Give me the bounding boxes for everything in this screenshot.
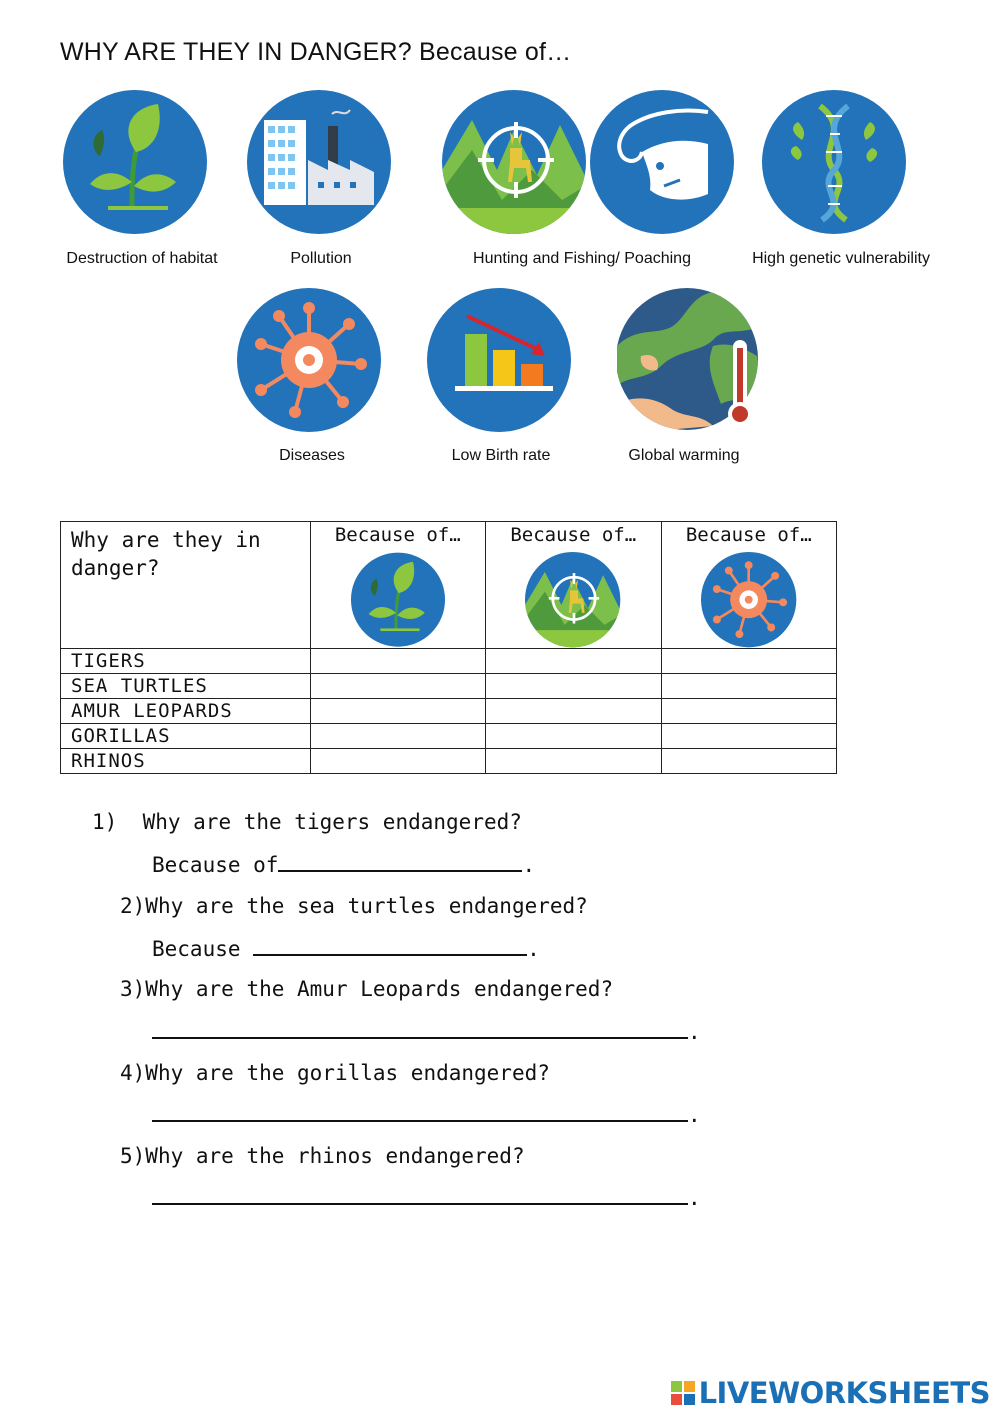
caption-destruction-of-habitat: Destruction of habitat [66, 250, 218, 267]
factory-icon [246, 90, 392, 235]
question-text: Why are the Amur Leopards endangered? [145, 977, 614, 1001]
table-row [61, 674, 837, 699]
table-row [61, 699, 837, 724]
answer-blank[interactable] [152, 1019, 688, 1039]
page-title: WHY ARE THEY IN DANGER? Because of… [60, 38, 572, 66]
question-text: Why are the tigers endangered? [142, 810, 522, 834]
answer-prefix: Because [152, 937, 241, 961]
caption-high-genetic-vulnerability: High genetic vulnerability [752, 250, 930, 267]
table-column-header [661, 522, 837, 649]
answer-cell[interactable] [486, 749, 661, 774]
column-header-label: Because of… [510, 524, 637, 546]
answer-cell[interactable] [486, 649, 661, 674]
column-header-label: Because of… [685, 524, 812, 546]
question-5 [120, 1144, 525, 1168]
caption-diseases: Diseases [279, 447, 345, 464]
table-column-header [310, 522, 485, 649]
answer-suffix: . [688, 1103, 701, 1127]
caption-hunting-and-fishing: Hunting and Fishing/ Poaching [473, 250, 691, 267]
answer-cell[interactable] [486, 674, 661, 699]
answer-cell[interactable] [310, 749, 485, 774]
logo-text: LIVEWORKSHEETS [698, 1376, 990, 1410]
answer-cell[interactable] [661, 699, 837, 724]
answer-blank[interactable] [278, 852, 522, 872]
fish-hook-icon [590, 90, 735, 235]
animal-label: RHINOS [61, 749, 311, 774]
answer-cell[interactable] [310, 649, 485, 674]
answer-line-4 [152, 1102, 701, 1127]
animal-label: SEA TURTLES [61, 674, 311, 699]
answer-cell[interactable] [486, 699, 661, 724]
answer-blank[interactable] [253, 936, 527, 956]
answer-line-1 [152, 852, 535, 877]
table-row [61, 649, 837, 674]
deer-target-icon [442, 90, 587, 235]
liveworksheets-logo[interactable] [671, 1376, 990, 1410]
answer-cell[interactable] [661, 649, 837, 674]
question-number: 2) [120, 894, 146, 918]
answer-suffix: . [527, 937, 540, 961]
caption-low-birth-rate: Low Birth rate [451, 447, 551, 464]
answer-cell[interactable] [486, 724, 661, 749]
answer-cell[interactable] [661, 749, 837, 774]
question-number: 3) [120, 977, 146, 1001]
answer-line-2 [152, 936, 540, 961]
dna-icon [762, 90, 907, 235]
animal-label: TIGERS [61, 649, 311, 674]
answer-line-3 [152, 1019, 701, 1044]
plant-icon [60, 90, 210, 235]
answer-suffix: . [522, 853, 536, 877]
answer-cell[interactable] [310, 674, 485, 699]
virus-icon [237, 288, 382, 433]
question-4 [120, 1061, 550, 1085]
animal-label: GORILLAS [61, 724, 311, 749]
answer-line-5 [152, 1185, 701, 1210]
answer-blank[interactable] [152, 1185, 688, 1205]
answer-cell[interactable] [661, 724, 837, 749]
logo-squares-icon [671, 1381, 695, 1405]
caption-global-warming: Global warming [628, 447, 740, 464]
question-text: Why are the gorillas endangered? [145, 1061, 550, 1085]
column-header-label: Because of… [334, 524, 461, 546]
table-question-header: Why are they in danger? [61, 522, 311, 649]
question-text: Why are the rhinos endangered? [145, 1144, 525, 1168]
plant-icon [349, 552, 447, 648]
declining-bars-icon [425, 288, 573, 433]
question-text: Why are the sea turtles endangered? [145, 894, 588, 918]
question-number: 1) [92, 810, 118, 834]
causes-table [60, 521, 837, 774]
question-number: 4) [120, 1061, 146, 1085]
question-3 [120, 977, 613, 1001]
deer-target-icon [525, 552, 621, 648]
answer-cell[interactable] [310, 699, 485, 724]
globe-thermometer-icon [617, 286, 762, 434]
question-1 [92, 810, 522, 834]
virus-icon [701, 552, 797, 648]
table-row [61, 749, 837, 774]
answer-blank[interactable] [152, 1102, 688, 1122]
table-header-row [61, 522, 837, 649]
animal-label: AMUR LEOPARDS [61, 699, 311, 724]
answer-cell[interactable] [310, 724, 485, 749]
table-row [61, 724, 837, 749]
question-2 [120, 894, 588, 918]
answer-suffix: . [688, 1186, 701, 1210]
table-column-header [486, 522, 661, 649]
caption-pollution: Pollution [290, 250, 352, 267]
question-number: 5) [120, 1144, 146, 1168]
answer-prefix: Because of [152, 853, 279, 877]
answer-cell[interactable] [661, 674, 837, 699]
answer-suffix: . [688, 1020, 701, 1044]
